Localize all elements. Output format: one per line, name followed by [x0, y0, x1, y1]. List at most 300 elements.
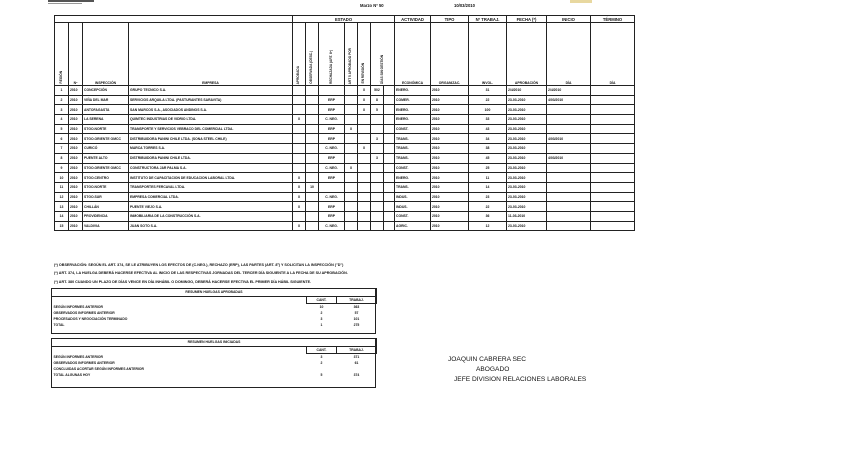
col-termino: TÉRMINO	[591, 16, 635, 23]
row-estado-4	[345, 105, 358, 115]
row-estado-2	[306, 105, 319, 115]
summary-approved-table	[51, 288, 377, 328]
row-estado-6	[371, 182, 384, 192]
row-inspeccion: CHILLÁN	[83, 202, 129, 212]
row-estado-4	[345, 95, 358, 105]
row-tipo: 2010	[431, 221, 469, 231]
row-estado-3: C. NEG.	[319, 221, 345, 231]
row-tipo: 2010	[431, 163, 469, 173]
row-estado-4: X	[345, 163, 358, 173]
col-estado-6: DÍAS SIN GESTIÓN	[371, 23, 395, 86]
footnote-1: (*) OBSERVACIÓN: SEGÚN EL ART. 374, SE LE ATRIBUYEN LOS EFECTOS DE (C.NEG.), RECHAZO (ERP), LAS PARTES (ART. 8º) Y SOLICITAN LA INSPECCIÓN ("D")	[54, 263, 344, 267]
row-estado-2	[306, 86, 319, 96]
row-region: 2010	[69, 173, 83, 183]
col-estado-3: RECHAZADA (ART. 8º)	[319, 23, 345, 86]
row-estado-4	[345, 86, 358, 96]
row-empresa: DISTRIBUIDORA PANINI CHILE LTDA.	[129, 153, 293, 163]
row-trabajadores: 45	[469, 153, 507, 163]
row-inicio: 4/03/2010	[547, 95, 591, 105]
row-estado-1	[293, 124, 306, 134]
row-inspeccion: CONCEPCIÓN	[83, 86, 129, 96]
footnote-3: (*) ART. 380 CUANDO UN PLAZO DE DÍAS VENCE EN DÍA INHÁBIL O DOMINGO, DEBERÁ HACERSE EFECTIVA EL PRIMER DÍA HÁBIL SIGUIENTE.	[54, 279, 312, 284]
row-region: 2010	[69, 163, 83, 173]
row-estado-1	[293, 95, 306, 105]
row-trabajadores: 33	[469, 115, 507, 125]
row-estado-2	[306, 173, 319, 183]
table-row	[55, 134, 635, 144]
summary-trab: 371	[353, 354, 360, 359]
row-estado-5: X	[358, 86, 371, 96]
summary-initiated-cant-header: CANT.	[307, 346, 337, 353]
col-inspeccion: INSPECCIÓN	[83, 23, 129, 86]
row-inspeccion: CURICÓ	[83, 144, 129, 154]
col-num: Nº	[69, 23, 83, 86]
row-fecha: 23-03-2010	[507, 192, 547, 202]
row-region: 2010	[69, 124, 83, 134]
row-fecha: 23-03-2010	[507, 173, 547, 183]
row-estado-7	[384, 182, 395, 192]
estado-group-header: ESTADO	[293, 16, 395, 23]
row-actividad: INDUS.	[395, 192, 431, 202]
summary-label: SEGÚN INFORMES ANTERIOR	[53, 354, 103, 359]
table-row	[55, 153, 635, 163]
row-inspeccion: ANTOFAGASTA	[83, 105, 129, 115]
row-inspeccion: STGO.CENTRO	[83, 173, 129, 183]
summary-cant: 2	[320, 310, 323, 315]
row-inspeccion: VIÑA DEL MAR	[83, 95, 129, 105]
row-estado-5	[358, 115, 371, 125]
row-estado-3	[319, 182, 345, 192]
row-empresa: DISTRIBUIDORA PANINI CHILE LTDA. (SONA STEEL CHILE)	[129, 134, 293, 144]
row-tipo: 2010	[431, 95, 469, 105]
institution-logo	[48, 0, 94, 6]
col-region: REGIÓN	[55, 23, 69, 86]
row-estado-1	[293, 211, 306, 221]
row-trabajadores: 22	[469, 95, 507, 105]
row-estado-5	[358, 163, 371, 173]
row-inicio	[547, 211, 591, 221]
row-region: 2010	[69, 192, 83, 202]
row-empresa: GRUPO TECNICO S.A.	[129, 86, 293, 96]
summary-cant: 3	[320, 317, 323, 322]
row-estado-7	[384, 86, 395, 96]
summary-trab: 363	[353, 304, 360, 309]
row-trabajadores: 31	[469, 86, 507, 96]
summary-approved-trab-header: TRABAJ.	[337, 296, 377, 303]
summary-cant: 5	[320, 373, 323, 378]
row-fecha: 23-03-2010	[507, 115, 547, 125]
row-estado-6	[371, 163, 384, 173]
footnote-2: (*) ART. 374, LA HUELGA DEBERÁ HACERSE EFECTIVA AL INICIO DE LAS RESPECTIVAS JORNADAS DEL TERCER DÍA SIGUIENTE A LA FECHA DE SU APROBACIÓN.	[54, 271, 348, 276]
summary-trab: 57	[354, 310, 359, 315]
row-estado-7	[384, 192, 395, 202]
row-actividad: ENERG.	[395, 115, 431, 125]
row-inicio	[547, 144, 591, 154]
row-termino	[591, 105, 635, 115]
row-fecha: 23-03-2010	[507, 202, 547, 212]
row-estado-7	[384, 144, 395, 154]
row-num: 7	[55, 144, 69, 154]
row-region: 2010	[69, 211, 83, 221]
row-estado-2	[306, 163, 319, 173]
report-number: Marzo Nº 50	[360, 3, 384, 8]
row-estado-5	[358, 124, 371, 134]
row-estado-2: 10	[306, 182, 319, 192]
col-estado-4: ART 5 APROBADO POR	[345, 23, 358, 86]
table-row	[55, 202, 635, 212]
signatory-title: JEFE DIVISION RELACIONES LABORALES	[454, 376, 587, 383]
signature-block	[448, 355, 586, 385]
row-tipo: 2010	[431, 134, 469, 144]
col-tipo: TIPO	[431, 16, 469, 23]
row-num: 6	[55, 134, 69, 144]
row-estado-6: 3	[371, 153, 384, 163]
table-row	[55, 115, 635, 125]
row-empresa: QUIMTEC INDUSTRIAS DE VIDRIO LTDA.	[129, 115, 293, 125]
row-termino	[591, 202, 635, 212]
row-fecha: 23-03-2010	[507, 144, 547, 154]
row-trabajadores: 38	[469, 144, 507, 154]
row-estado-4	[345, 134, 358, 144]
row-fecha: 23-03-2010	[507, 95, 547, 105]
row-fecha: 23-03-2010	[507, 105, 547, 115]
row-num: 4	[55, 115, 69, 125]
row-inicio: 4/03/2010	[547, 134, 591, 144]
row-estado-3: C. NEG.	[319, 144, 345, 154]
row-estado-5	[358, 221, 371, 231]
row-inicio	[547, 202, 591, 212]
row-tipo: 2010	[431, 202, 469, 212]
row-termino	[591, 144, 635, 154]
row-actividad: COMER.	[395, 95, 431, 105]
summary-approved-title: RESUMEN HUELGAS APROBADAS	[52, 289, 377, 297]
row-trabajadores: 25	[469, 163, 507, 173]
row-estado-3: ERP	[319, 153, 345, 163]
footnotes	[54, 261, 348, 286]
row-estado-4	[345, 202, 358, 212]
row-estado-5: X	[358, 144, 371, 154]
row-estado-4	[345, 192, 358, 202]
summary-trab: 374	[353, 373, 360, 378]
row-estado-6	[371, 115, 384, 125]
summary-trab: 101	[353, 317, 360, 322]
row-estado-3: ERP	[319, 134, 345, 144]
sub-tipo: ORGANIZAC.	[431, 23, 469, 86]
row-estado-6: 8	[371, 95, 384, 105]
row-estado-2	[306, 124, 319, 134]
row-estado-1	[293, 153, 306, 163]
row-estado-5	[358, 182, 371, 192]
summary-label: CONCLUIDAS ACORTAR SEGÚN INFORMES ANTERIOR	[53, 367, 144, 372]
row-estado-7	[384, 134, 395, 144]
row-estado-5	[358, 153, 371, 163]
row-tipo: 2010	[431, 153, 469, 163]
table-row	[55, 211, 635, 221]
row-empresa: INMOBILIARIA DE LA CONSTRUCCIÓN S.A.	[129, 211, 293, 221]
row-estado-1	[293, 134, 306, 144]
row-estado-6	[371, 211, 384, 221]
row-empresa: TRANSPORTES FERCAVAL LTDA.	[129, 182, 293, 192]
row-region: 2010	[69, 202, 83, 212]
row-trabajadores: 34	[469, 134, 507, 144]
col-estado-1: APROBADA	[293, 23, 306, 86]
table-row	[55, 173, 635, 183]
row-actividad: CONST.	[395, 124, 431, 134]
row-estado-2	[306, 153, 319, 163]
row-estado-3: ERP	[319, 173, 345, 183]
row-estado-6: 502	[371, 86, 384, 96]
row-termino	[591, 115, 635, 125]
row-actividad: AGRIC.	[395, 221, 431, 231]
row-num: 12	[55, 192, 69, 202]
row-empresa: INSTITUTO DE CAPACITACION DE EDUCACION LABORAL LTDA.	[129, 173, 293, 183]
row-estado-5	[358, 173, 371, 183]
row-empresa: SERVICIOS ARQUILA LTDA. (PASTURANTES SARAVITA)	[129, 95, 293, 105]
row-estado-5: X	[358, 95, 371, 105]
row-termino	[591, 153, 635, 163]
summary-row	[52, 372, 377, 378]
row-region: 2010	[69, 95, 83, 105]
row-estado-7	[384, 115, 395, 125]
sub-actividad: ECONÓMICA	[395, 23, 431, 86]
row-estado-2	[306, 202, 319, 212]
summary-trab: 61	[354, 360, 359, 365]
row-estado-5	[358, 192, 371, 202]
row-estado-2	[306, 95, 319, 105]
row-inicio: 2/4/2010	[547, 86, 591, 96]
row-tipo: 2010	[431, 182, 469, 192]
row-num: 8	[55, 153, 69, 163]
row-estado-5	[358, 211, 371, 221]
table-row	[55, 105, 635, 115]
summary-label: OBSERVADOS INFORMES ANTERIOR	[53, 310, 115, 315]
row-empresa: CONSTRUCTORA JAR PALMA S.A.	[129, 163, 293, 173]
row-region: 2010	[69, 144, 83, 154]
row-inicio: 4/03/2010	[547, 153, 591, 163]
row-estado-1: X	[293, 192, 306, 202]
row-estado-4	[345, 173, 358, 183]
row-empresa: EMPRESA COMERCIAL LTDA.	[129, 192, 293, 202]
sub-fecha: APROBACIÓN	[507, 23, 547, 86]
row-empresa: JUAN SOTO S.A.	[129, 221, 293, 231]
row-termino	[591, 86, 635, 96]
row-inicio	[547, 124, 591, 134]
row-fecha: 2/4/2010	[507, 86, 547, 96]
row-region: 2010	[69, 86, 83, 96]
row-estado-1	[293, 163, 306, 173]
row-region: 2010	[69, 134, 83, 144]
signatory-role: ABOGADO	[476, 366, 510, 373]
row-inicio	[547, 182, 591, 192]
row-termino	[591, 182, 635, 192]
row-trabajadores: 14	[469, 182, 507, 192]
row-estado-3: ERP	[319, 124, 345, 134]
row-actividad: CONST.	[395, 211, 431, 221]
row-estado-7	[384, 95, 395, 105]
row-inspeccion: STGO.NORTE	[83, 182, 129, 192]
row-estado-6	[371, 173, 384, 183]
summary-label: SEGÚN INFORMES ANTERIOR	[53, 304, 103, 309]
row-estado-4	[345, 211, 358, 221]
row-trabajadores: 11	[469, 173, 507, 183]
summary-cant: 3	[320, 354, 323, 359]
sub-termino: DÍA	[591, 23, 635, 86]
row-estado-7	[384, 202, 395, 212]
row-empresa: PUENTE VIEJO S.A.	[129, 202, 293, 212]
row-estado-3	[319, 86, 345, 96]
signatory-name: JOAQUIN CABRERA SEC	[448, 356, 527, 363]
row-num: 14	[55, 211, 69, 221]
row-estado-6	[371, 124, 384, 134]
row-inspeccion: PROVIDENCIA	[83, 211, 129, 221]
row-actividad: TRANS.	[395, 144, 431, 154]
row-estado-7	[384, 124, 395, 134]
row-estado-6	[371, 202, 384, 212]
row-estado-6: 5	[371, 105, 384, 115]
row-num: 2	[55, 95, 69, 105]
report-period: 10/03/2010	[454, 3, 475, 8]
row-estado-4	[345, 221, 358, 231]
summary-row	[52, 353, 377, 360]
row-tipo: 2010	[431, 173, 469, 183]
row-actividad: ENERG.	[395, 173, 431, 183]
row-region: 2010	[69, 153, 83, 163]
row-fecha: 23-03-2010	[507, 134, 547, 144]
row-estado-6	[371, 192, 384, 202]
row-estado-2	[306, 221, 319, 231]
row-fecha: 23-03-2010	[507, 153, 547, 163]
row-termino	[591, 211, 635, 221]
row-inicio	[547, 192, 591, 202]
row-estado-2	[306, 134, 319, 144]
col-inicio: INICIO	[547, 16, 591, 23]
table-row	[55, 86, 635, 96]
row-estado-3: C. NEG.	[319, 163, 345, 173]
row-actividad: ENERG.	[395, 86, 431, 96]
row-actividad: ENERG.	[395, 105, 431, 115]
row-termino	[591, 163, 635, 173]
row-trabajadores: 36	[469, 211, 507, 221]
row-trabajadores: 43	[469, 124, 507, 134]
row-region: 2010	[69, 115, 83, 125]
row-estado-2	[306, 192, 319, 202]
row-estado-3: C. NEG.	[319, 192, 345, 202]
row-termino	[591, 134, 635, 144]
row-estado-4	[345, 182, 358, 192]
row-tipo: 2010	[431, 144, 469, 154]
row-inicio	[547, 163, 591, 173]
corner-mark	[570, 0, 592, 3]
row-estado-6	[371, 221, 384, 231]
summary-approved-cant-header: CANT.	[307, 296, 337, 303]
summary-label: PROCESADOS Y NEGOCIACIÓN TERMINADO	[53, 317, 128, 322]
row-estado-1: X	[293, 221, 306, 231]
row-actividad: TRANS.	[395, 134, 431, 144]
row-num: 1	[55, 86, 69, 96]
row-region: 2010	[69, 105, 83, 115]
row-num: 11	[55, 182, 69, 192]
table-row	[55, 144, 635, 154]
row-fecha: 23-03-2010	[507, 182, 547, 192]
row-estado-3: ERP	[319, 211, 345, 221]
row-estado-7	[384, 221, 395, 231]
row-inspeccion: PUENTE ALTO	[83, 153, 129, 163]
summary-trab: 275	[353, 323, 360, 328]
row-estado-7	[384, 211, 395, 221]
row-termino	[591, 95, 635, 105]
row-estado-3: ERP	[319, 105, 345, 115]
row-inspeccion: STGO.NORTE	[83, 124, 129, 134]
row-empresa: TRANSPORTE Y SERVICIOS VEBRACO DEL COMERCIAL LTDA.	[129, 124, 293, 134]
row-inicio	[547, 173, 591, 183]
row-tipo: 2010	[431, 192, 469, 202]
col-estado-5: EN REVISIÓN	[358, 23, 371, 86]
row-estado-6: 3	[371, 134, 384, 144]
row-region: 2010	[69, 221, 83, 231]
col-fecha: FECHA (*)	[507, 16, 547, 23]
row-tipo: 2010	[431, 86, 469, 96]
table-row	[55, 163, 635, 173]
table-row	[55, 95, 635, 105]
row-termino	[591, 124, 635, 134]
row-inicio	[547, 105, 591, 115]
row-estado-3: ERP	[319, 202, 345, 212]
table-row	[55, 221, 635, 231]
row-inspeccion: VALDIVIA	[83, 221, 129, 231]
row-estado-1	[293, 105, 306, 115]
row-estado-4	[345, 115, 358, 125]
sub-inicio: DÍA	[547, 23, 591, 86]
row-estado-2	[306, 211, 319, 221]
row-trabajadores: 100	[469, 105, 507, 115]
summary-label: TOTAL ALGUNAS HOY	[53, 373, 91, 378]
row-estado-7	[384, 105, 395, 115]
row-num: 13	[55, 202, 69, 212]
row-fecha: 23-03-2010	[507, 124, 547, 134]
row-estado-4: X	[345, 124, 358, 134]
row-estado-3: ERP	[319, 95, 345, 105]
row-num: 5	[55, 124, 69, 134]
row-inspeccion: STGO.SUR	[83, 192, 129, 202]
row-actividad: INDUS.	[395, 202, 431, 212]
row-estado-7	[384, 153, 395, 163]
row-estado-1: X	[293, 182, 306, 192]
row-tipo: 2010	[431, 124, 469, 134]
sub-trabajadores: INVOL.	[469, 23, 507, 86]
summary-label: OBSERVADOS INFORMES ANTERIOR	[53, 360, 115, 365]
summary-initiated-table	[51, 338, 377, 378]
row-empresa: MARCA TORRES S.A.	[129, 144, 293, 154]
summary-initiated-trab-header: TRABAJ.	[337, 346, 377, 353]
row-inspeccion: LA SERENA	[83, 115, 129, 125]
summary-cant: 1	[320, 323, 323, 328]
row-estado-5	[358, 202, 371, 212]
row-estado-5	[358, 134, 371, 144]
col-trabajadores: Nº TRABAJ.	[469, 16, 507, 23]
row-fecha: 11-03-2010	[507, 211, 547, 221]
row-tipo: 2010	[431, 211, 469, 221]
summary-initiated-title: RESUMEN HUELGAS INICIADAS	[52, 339, 377, 347]
row-estado-1	[293, 86, 306, 96]
row-estado-2	[306, 144, 319, 154]
row-num: 15	[55, 221, 69, 231]
row-actividad: TRANS.	[395, 153, 431, 163]
row-estado-7	[384, 163, 395, 173]
row-inspeccion: STGO.ORIENTE OMCC	[83, 163, 129, 173]
row-estado-3: C. NEG.	[319, 115, 345, 125]
row-estado-5: X	[358, 105, 371, 115]
row-trabajadores: 12	[469, 221, 507, 231]
